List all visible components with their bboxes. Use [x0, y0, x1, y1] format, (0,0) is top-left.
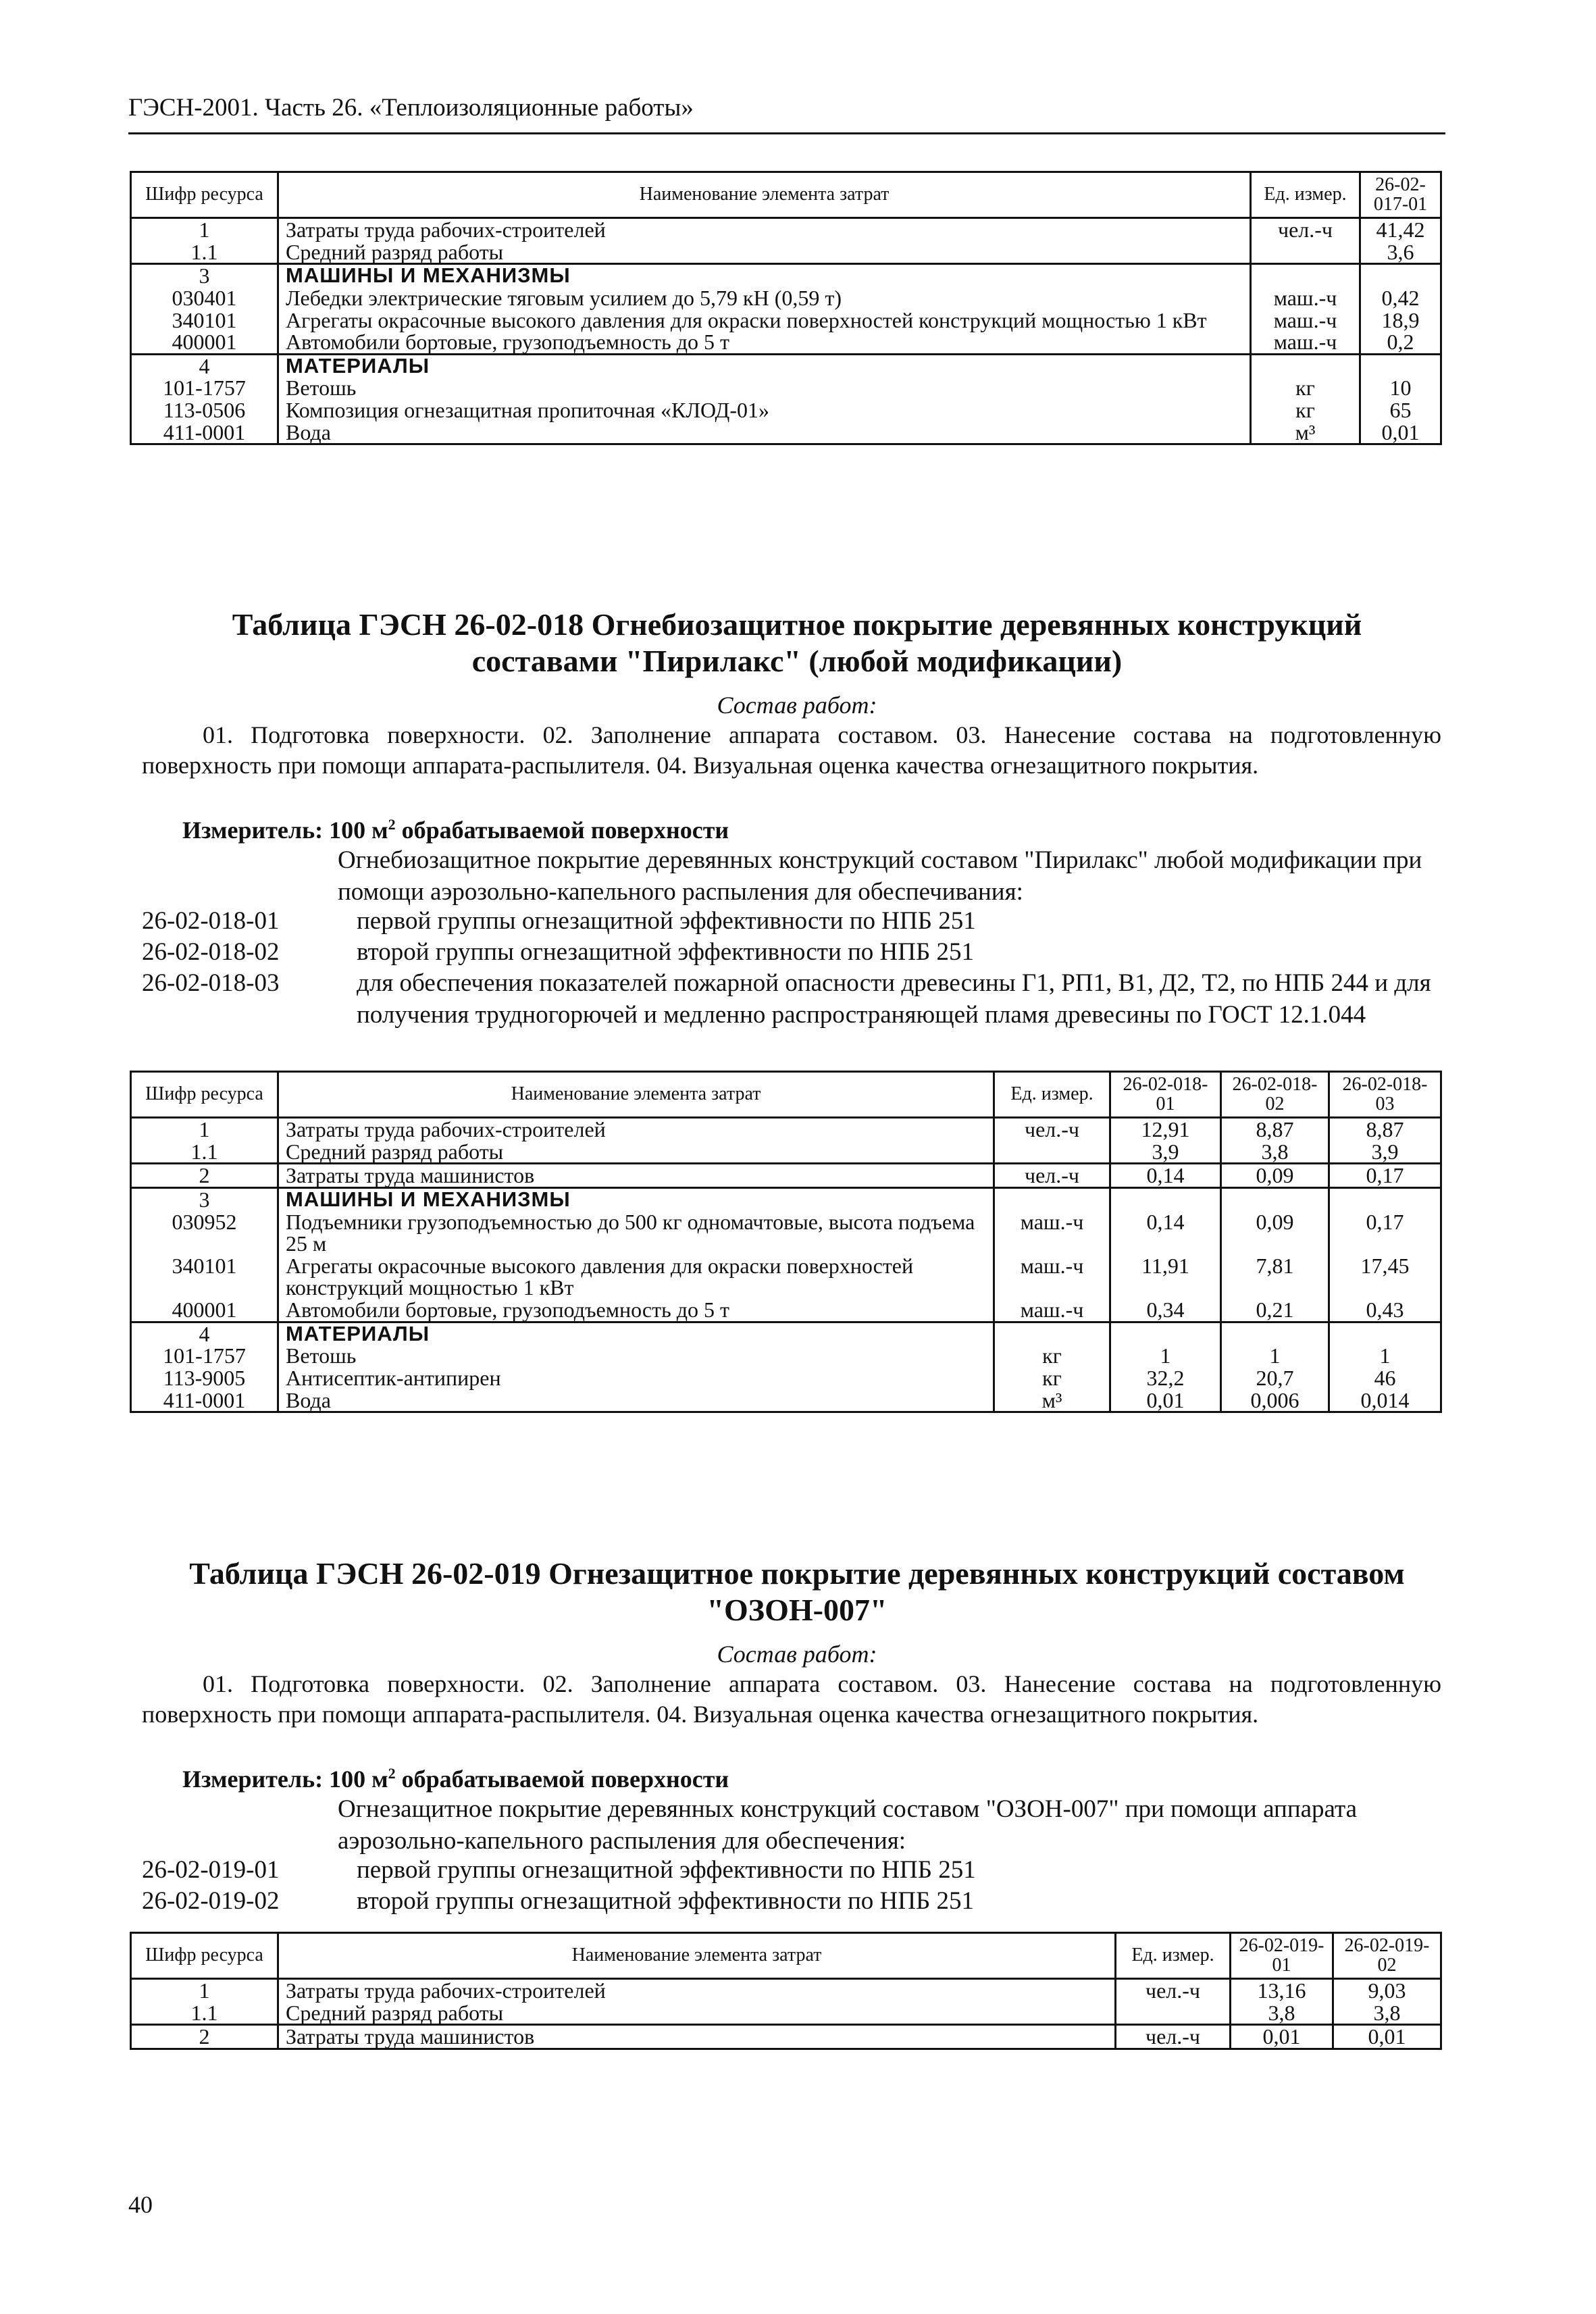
unit-of-measure: кг [1251, 399, 1360, 421]
resource-name: Антисептик-антипирен [278, 1367, 994, 1389]
table-row [131, 1345, 1441, 1367]
table-row [131, 1367, 1441, 1389]
variants-intro-018: Огнебиозащитное покрытие деревянных конструкций составом "Пирилакс" любой модификации при помощи аэрозольно-капельного распыления для обеспечивания: [338, 846, 1422, 906]
header-code: Шифр ресурса [131, 1933, 278, 1979]
unit-of-measure: чел.-ч [1251, 218, 1360, 241]
table-row [131, 1389, 1441, 1412]
resource-table-017 [130, 171, 1442, 445]
resource-table-018 [130, 1071, 1442, 1413]
table-row [131, 309, 1441, 332]
resource-name: Средний разряд работы [278, 2002, 1116, 2025]
resource-code: 400001 [131, 331, 278, 354]
unit-of-measure: чел.-ч [1116, 2025, 1231, 2049]
table-row [131, 1299, 1441, 1322]
header-variant-code: 26-02-018-03 [1329, 1072, 1441, 1118]
unit-of-measure: кг [1251, 377, 1360, 399]
table-row [131, 1322, 1441, 1345]
measure-prefix: Измеритель: 100 м [182, 817, 388, 844]
header-unit: Ед. измер. [994, 1072, 1110, 1118]
norm-value: 0,14 [1110, 1211, 1221, 1255]
table-row [131, 287, 1441, 309]
unit-of-measure: маш.-ч [1251, 309, 1360, 332]
table-header-row [131, 172, 1441, 218]
norm-value: 1 [1329, 1345, 1441, 1367]
variant-code: 26-02-018-03 [142, 969, 280, 997]
norm-value: 32,2 [1110, 1367, 1221, 1389]
norm-value: 41,42 [1360, 218, 1441, 241]
norm-value: 9,03 [1333, 1979, 1441, 2002]
resource-code: 4 [131, 1322, 278, 1345]
norm-value: 65 [1360, 399, 1441, 421]
table-row [131, 264, 1441, 287]
header-variant-code: 26-02-018-01 [1110, 1072, 1221, 1118]
measure-suffix: обрабатываемой поверхности [395, 817, 729, 844]
norm-value: 0,17 [1329, 1211, 1441, 1255]
norm-value: 8,87 [1329, 1118, 1441, 1141]
unit-of-measure: чел.-ч [994, 1164, 1110, 1188]
unit-of-measure: кг [994, 1367, 1110, 1389]
header-unit: Ед. измер. [1116, 1933, 1231, 1979]
resource-name: Затраты труда рабочих-строителей [278, 1118, 994, 1141]
resource-code: 1 [131, 1979, 278, 2002]
resource-name: Автомобили бортовые, грузоподъемность до 5 т [278, 331, 1251, 354]
header-name: Наименование элемента затрат [278, 172, 1251, 218]
resource-name: Вода [278, 1389, 994, 1412]
table-row [131, 1255, 1441, 1299]
table-title-019 [135, 1555, 1459, 1628]
norm-value: 46 [1329, 1367, 1441, 1389]
norm-value: 3,8 [1231, 2002, 1333, 2025]
measure-superscript: 2 [388, 816, 396, 833]
section-heading: МАТЕРИАЛЫ [278, 1322, 994, 1345]
norm-value: 3,9 [1329, 1141, 1441, 1164]
work-composition-label-018: Состав работ: [717, 692, 877, 719]
resource-name: Затраты труда рабочих-строителей [278, 1979, 1116, 2002]
table-row [131, 1164, 1441, 1188]
table-row [131, 1141, 1441, 1164]
resource-name: Затраты труда машинистов [278, 1164, 994, 1188]
norm-value: 1 [1110, 1345, 1221, 1367]
norm-value: 0,2 [1360, 331, 1441, 354]
table-row [131, 218, 1441, 241]
variant-description: для обеспечения показателей пожарной опасности древесины Г1, РП1, В1, Д2, Т2, по НПБ 244 и для получения трудногорючей и медленно распространяющей пламя древесины по ГОСТ 12.1.044 [357, 969, 1431, 1029]
table-row [131, 354, 1441, 377]
resource-name: Лебедки электрические тяговым усилием до 5,79 кН (0,59 т) [278, 287, 1251, 309]
resource-code: 4 [131, 354, 278, 377]
variant-code: 26-02-019-02 [142, 1887, 280, 1915]
table-row [131, 2025, 1441, 2049]
resource-code: 1.1 [131, 1141, 278, 1164]
resource-name: Средний разряд работы [278, 241, 1251, 264]
unit-of-measure: маш.-ч [994, 1255, 1110, 1299]
table-row [131, 1211, 1441, 1255]
table-title-019-line2: "ОЗОН-007" [706, 1592, 887, 1627]
measure-unit-018 [182, 816, 729, 844]
section-heading: МАШИНЫ И МЕХАНИЗМЫ [278, 1187, 994, 1210]
header-name: Наименование элемента затрат [278, 1933, 1116, 1979]
resource-code: 3 [131, 1187, 278, 1210]
header-code: Шифр ресурса [131, 172, 278, 218]
norm-value [1360, 264, 1441, 287]
resource-code: 340101 [131, 1255, 278, 1299]
resource-code: 1 [131, 218, 278, 241]
header-variant-code: 26-02-019-01 [1231, 1933, 1333, 1979]
resource-code: 1 [131, 1118, 278, 1141]
header-rule [128, 132, 1445, 134]
table-row [131, 1187, 1441, 1210]
norm-value [1221, 1322, 1329, 1345]
table-row [131, 399, 1441, 421]
measure-prefix: Измеритель: 100 м [182, 1766, 388, 1793]
resource-name: Затраты труда рабочих-строителей [278, 218, 1251, 241]
norm-value [1110, 1187, 1221, 1210]
unit-of-measure [1251, 264, 1360, 287]
unit-of-measure [1251, 354, 1360, 377]
norm-value: 17,45 [1329, 1255, 1441, 1299]
measure-unit-019 [182, 1765, 729, 1793]
variant-description: первой группы огнезащитной эффективности по НПБ 251 [357, 1856, 976, 1884]
variants-intro-019: Огнезащитное покрытие деревянных конструкций составом "ОЗОН-007" при помощи аппарата аэрозольно-капельного распыления для обеспечения: [338, 1795, 1358, 1855]
table-row [131, 421, 1441, 444]
norm-value [1329, 1187, 1441, 1210]
norm-value: 18,9 [1360, 309, 1441, 332]
norm-value: 0,43 [1329, 1299, 1441, 1322]
resource-code: 101-1757 [131, 377, 278, 399]
resource-code: 030401 [131, 287, 278, 309]
norm-value [1360, 354, 1441, 377]
page-number: 40 [128, 2191, 153, 2218]
table-row [131, 1118, 1441, 1141]
norm-value: 0,09 [1221, 1164, 1329, 1188]
unit-of-measure: м³ [994, 1389, 1110, 1412]
measure-suffix: обрабатываемой поверхности [395, 1766, 729, 1793]
norm-value: 0,01 [1110, 1389, 1221, 1412]
variant-description: второй группы огнезащитной эффективности по НПБ 251 [357, 1887, 974, 1915]
table-header-row [131, 1072, 1441, 1118]
norm-value: 0,01 [1360, 421, 1441, 444]
table-row [131, 331, 1441, 354]
resource-table-019 [130, 1932, 1442, 2050]
resource-code: 411-0001 [131, 1389, 278, 1412]
table-title-018-line1: Таблица ГЭСН 26-02-018 Огнебиозащитное покрытие деревянных конструкций [232, 607, 1362, 642]
unit-of-measure: маш.-ч [1251, 331, 1360, 354]
norm-value: 0,21 [1221, 1299, 1329, 1322]
unit-of-measure [994, 1141, 1110, 1164]
resource-code: 411-0001 [131, 421, 278, 444]
resource-name: Вода [278, 421, 1251, 444]
resource-code: 2 [131, 2025, 278, 2049]
norm-value: 0,006 [1221, 1389, 1329, 1412]
unit-of-measure [994, 1187, 1110, 1210]
page-header: ГЭСН-2001. Часть 26. «Теплоизоляционные работы» [128, 94, 694, 122]
resource-name: Средний разряд работы [278, 1141, 994, 1164]
table-title-019-line1: Таблица ГЭСН 26-02-019 Огнезащитное покрытие деревянных конструкций составом [189, 1556, 1405, 1591]
resource-code: 2 [131, 1164, 278, 1188]
norm-value: 1 [1221, 1345, 1329, 1367]
work-composition-text-018: 01. Подготовка поверхности. 02. Заполнение аппарата составом. 03. Нанесение состава на подготовленную поверхность при помощи аппарата-распылителя. 04. Визуальная оценка качества огнезащитного покрытия. [142, 721, 1441, 779]
header-name: Наименование элемента затрат [278, 1072, 994, 1118]
resource-name: Ветошь [278, 377, 1251, 399]
unit-of-measure: маш.-ч [994, 1211, 1110, 1255]
table-row [131, 1979, 1441, 2002]
resource-code: 340101 [131, 309, 278, 332]
resource-code: 400001 [131, 1299, 278, 1322]
norm-value: 7,81 [1221, 1255, 1329, 1299]
norm-value: 0,42 [1360, 287, 1441, 309]
unit-of-measure: кг [994, 1345, 1110, 1367]
unit-of-measure [1251, 241, 1360, 264]
norm-value [1329, 1322, 1441, 1345]
header-variant-code: 26-02-017-01 [1360, 172, 1441, 218]
norm-value: 3,6 [1360, 241, 1441, 264]
table-title-018-line2: составами "Пирилакс" (любой модификации) [471, 643, 1123, 678]
unit-of-measure: маш.-ч [994, 1299, 1110, 1322]
resource-name: Автомобили бортовые, грузоподъемность до 5 т [278, 1299, 994, 1322]
norm-value: 0,34 [1110, 1299, 1221, 1322]
table-row [131, 2002, 1441, 2025]
measure-superscript: 2 [388, 1765, 396, 1782]
resource-code: 101-1757 [131, 1345, 278, 1367]
norm-value: 0,014 [1329, 1389, 1441, 1412]
resource-name: Затраты труда машинистов [278, 2025, 1116, 2049]
norm-value [1110, 1322, 1221, 1345]
norm-value: 13,16 [1231, 1979, 1333, 2002]
unit-of-measure: маш.-ч [1251, 287, 1360, 309]
header-code: Шифр ресурса [131, 1072, 278, 1118]
norm-value: 0,01 [1333, 2025, 1441, 2049]
variant-code: 26-02-019-01 [142, 1856, 280, 1884]
norm-value: 3,8 [1221, 1141, 1329, 1164]
resource-name: Подъемники грузоподъемностью до 500 кг одномачтовые, высота подъема 25 м [278, 1211, 994, 1255]
unit-of-measure: м³ [1251, 421, 1360, 444]
norm-value: 3,9 [1110, 1141, 1221, 1164]
norm-value: 0,01 [1231, 2025, 1333, 2049]
norm-value: 0,09 [1221, 1211, 1329, 1255]
norm-value: 0,17 [1329, 1164, 1441, 1188]
work-composition-text-019: 01. Подготовка поверхности. 02. Заполнение аппарата составом. 03. Нанесение состава на подготовленную поверхность при помощи аппарата-распылителя. 04. Визуальная оценка качества огнезащитного покрытия. [142, 1670, 1441, 1728]
norm-value: 11,91 [1110, 1255, 1221, 1299]
variant-description: второй группы огнезащитной эффективности по НПБ 251 [357, 938, 974, 966]
section-heading: МАШИНЫ И МЕХАНИЗМЫ [278, 264, 1251, 287]
variant-code: 26-02-018-01 [142, 907, 280, 935]
section-heading: МАТЕРИАЛЫ [278, 354, 1251, 377]
unit-of-measure [1116, 2002, 1231, 2025]
header-unit: Ед. измер. [1251, 172, 1360, 218]
unit-of-measure: чел.-ч [1116, 1979, 1231, 2002]
variant-code: 26-02-018-02 [142, 938, 280, 966]
norm-value: 8,87 [1221, 1118, 1329, 1141]
header-variant-code: 26-02-018-02 [1221, 1072, 1329, 1118]
resource-code: 030952 [131, 1211, 278, 1255]
norm-value: 20,7 [1221, 1367, 1329, 1389]
norm-value: 0,14 [1110, 1164, 1221, 1188]
variant-description: первой группы огнезащитной эффективности по НПБ 251 [357, 907, 976, 935]
table-row [131, 377, 1441, 399]
table-header-row [131, 1933, 1441, 1979]
resource-code: 1.1 [131, 2002, 278, 2025]
resource-code: 3 [131, 264, 278, 287]
norm-value: 3,8 [1333, 2002, 1441, 2025]
work-composition-label-019: Состав работ: [717, 1641, 877, 1668]
resource-name: Ветошь [278, 1345, 994, 1367]
norm-value [1221, 1187, 1329, 1210]
resource-code: 113-0506 [131, 399, 278, 421]
unit-of-measure: чел.-ч [994, 1118, 1110, 1141]
norm-value: 10 [1360, 377, 1441, 399]
resource-name: Агрегаты окрасочные высокого давления для окраски поверхностей конструкций мощностью 1 кВт [278, 1255, 994, 1299]
resource-code: 1.1 [131, 241, 278, 264]
table-title-018 [135, 607, 1459, 679]
table-row [131, 241, 1441, 264]
resource-name: Композиция огнезащитная пропиточная «КЛОД-01» [278, 399, 1251, 421]
header-variant-code: 26-02-019-02 [1333, 1933, 1441, 1979]
norm-value: 12,91 [1110, 1118, 1221, 1141]
resource-code: 113-9005 [131, 1367, 278, 1389]
resource-name: Агрегаты окрасочные высокого давления для окраски поверхностей конструкций мощностью 1 кВт [278, 309, 1251, 332]
unit-of-measure [994, 1322, 1110, 1345]
